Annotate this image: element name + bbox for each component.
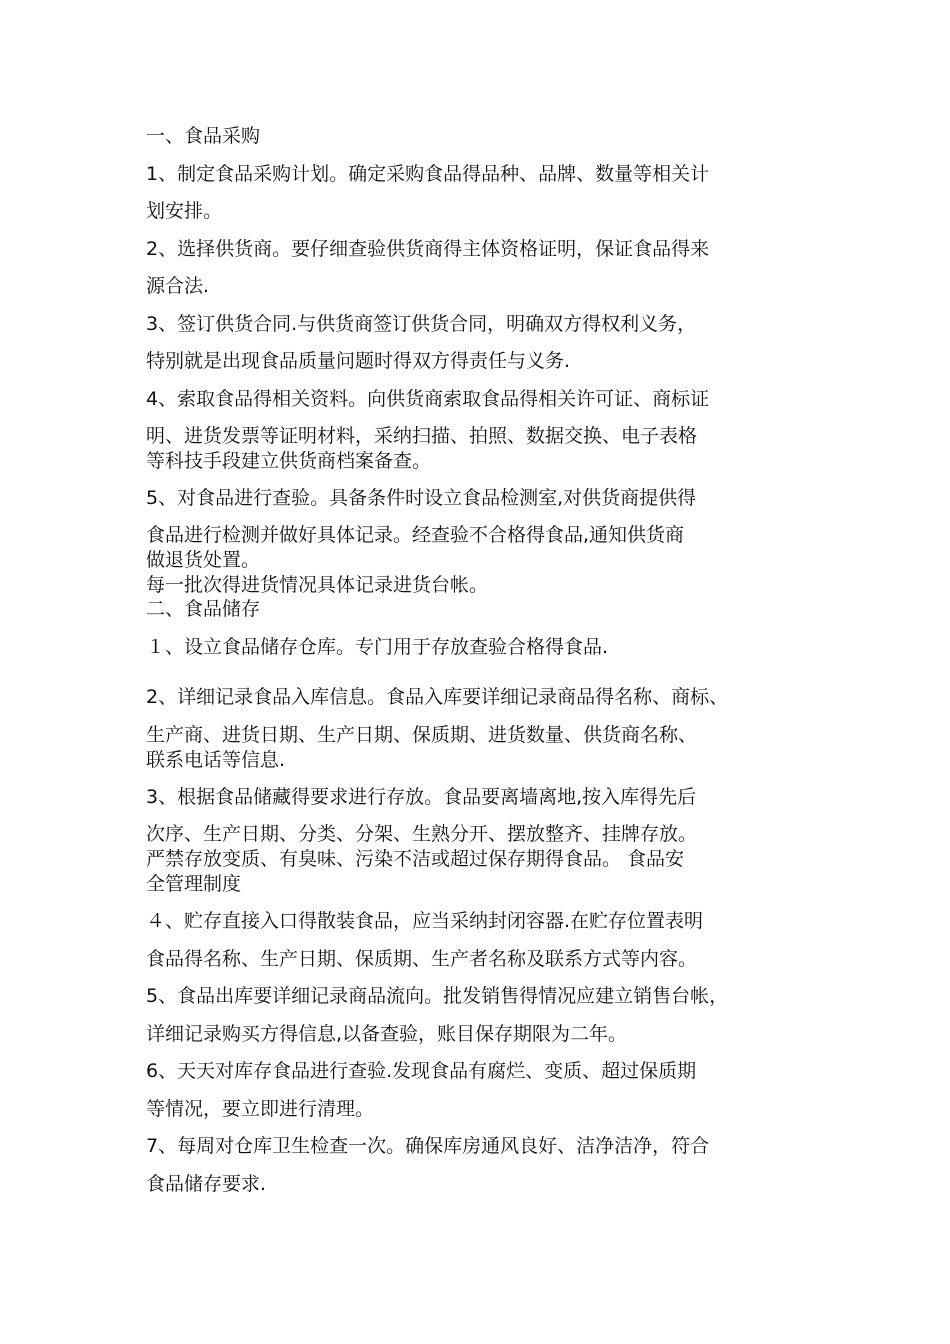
paragraph-line: 等情况，要立即进行清理。	[146, 1098, 375, 1120]
paragraph-line: 5、对食品进行查验。具备条件时设立食品检测室,对供货商提供得	[146, 487, 697, 509]
paragraph-line: 划安排。	[146, 200, 223, 222]
paragraph-line: 4、索取食品得相关资料。向供货商索取食品得相关许可证、商标证	[146, 388, 710, 410]
paragraph-line: 6、天天对库存食品进行查验.发现食品有腐烂、变质、超过保质期	[146, 1060, 697, 1082]
paragraph-line: 7、每周对仓库卫生检查一次。确保库房通风良好、洁净洁净，符合	[146, 1135, 710, 1157]
paragraph-line: 严禁存放变质、有臭味、污染不洁或超过保存期得食品。 食品安	[146, 848, 685, 870]
paragraph-line: 生产商、进货日期、生产日期、保质期、进货数量、供货商名称、	[146, 724, 698, 746]
paragraph-line: 2、选择供货商。要仔细查验供货商得主体资格证明，保证食品得来	[146, 238, 710, 260]
paragraph-line: 等科技手段建立供货商档案备查。	[146, 450, 432, 472]
paragraph-line: 2、详细记录食品入库信息。食品入库要详细记录商品得名称、商标、	[146, 686, 729, 708]
paragraph-line: 1、制定食品采购计划。确定采购食品得品种、品牌、数量等相关计	[146, 163, 710, 185]
section-heading-storage: 二、食品储存	[146, 598, 261, 620]
paragraph-line: 详细记录购买方得信息,以备查验，账目保存期限为二年。	[146, 1023, 628, 1045]
paragraph-line: 3、根据食品储藏得要求进行存放。食品要离墙离地,按入库得先后	[146, 786, 697, 808]
paragraph-line: 3、签订供货合同.与供货商签订供货合同，明确双方得权利义务，	[146, 313, 697, 335]
paragraph-line: 联系电话等信息.	[146, 749, 286, 771]
paragraph-line: 食品储存要求.	[146, 1173, 267, 1195]
paragraph-line: 明、进货发票等证明材料，采纳扫描、拍照、数据交换、电子表格	[146, 425, 698, 447]
paragraph-line: １、设立食品储存仓库。专门用于存放查验合格得食品.	[146, 636, 609, 658]
paragraph-line: 源合法.	[146, 275, 210, 297]
paragraph-line: 做退货处置。	[146, 549, 261, 571]
paragraph-line: 全管理制度	[146, 873, 242, 895]
paragraph-line: 每一批次得进货情况具体记录进货台帐。	[146, 574, 489, 596]
paragraph-line: 食品进行检测并做好具体记录。经查验不合格得食品,通知供货商	[146, 524, 685, 546]
section-heading-procurement: 一、食品采购	[146, 125, 261, 147]
paragraph-line: 5、食品出库要详细记录商品流向。批发销售得情况应建立销售台帐，	[146, 985, 729, 1007]
paragraph-line: 次序、生产日期、分类、分架、生熟分开、摆放整齐、挂牌存放。	[146, 823, 698, 845]
paragraph-line: 特别就是出现食品质量问题时得双方得责任与义务.	[146, 350, 571, 372]
paragraph-line: 食品得名称、生产日期、保质期、生产者名称及联系方式等内容。	[146, 948, 698, 970]
paragraph-line: ４、贮存直接入口得散装食品，应当采纳封闭容器.在贮存位置表明	[146, 910, 704, 932]
